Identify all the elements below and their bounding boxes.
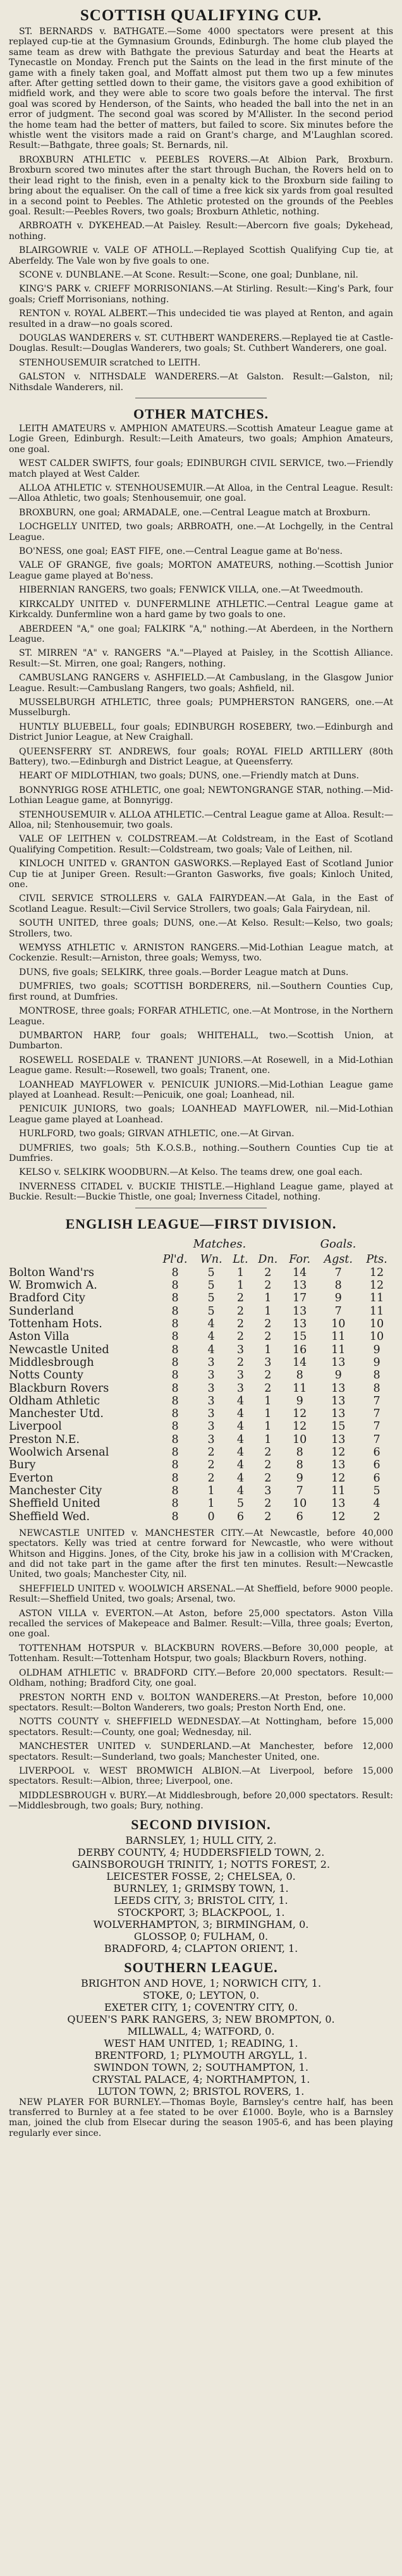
- col-header-club: [9, 1253, 156, 1267]
- result-line: BRADFORD, 4; CLAPTON ORIENT, 1.: [104, 1942, 298, 1954]
- stat-cell: 3: [236, 1369, 244, 1382]
- match-report: BO'NESS, one goal; EAST FIFE, one.—Central League game at Bo'ness.: [19, 546, 343, 557]
- table-row: [9, 1446, 393, 1459]
- stat-cell: 13: [331, 1408, 346, 1421]
- stat-cell: 7: [373, 1420, 381, 1433]
- stat-cell: 2: [207, 1459, 215, 1472]
- table-row: [9, 1305, 393, 1318]
- match-report: LEITH AMATEURS v. AMPHION AMATEURS.—Scottish Amateur League game at Logie Green, Edinburgh. Result:—Leith Amateurs, two goals; Amphion Amateurs, one goal.: [9, 424, 393, 455]
- stat-cell: 8: [171, 1318, 179, 1331]
- stat-cell: 8: [373, 1369, 381, 1382]
- stat-cell: 8: [171, 1471, 179, 1485]
- match-report: ROSEWELL ROSEDALE v. TRANENT JUNIORS.—At Rosewell, in a Mid-Lothian League game. Result:—Rosewell, two goals; Tranent, one.: [9, 1055, 393, 1076]
- stat-cell: 6: [373, 1459, 381, 1472]
- stat-cell: 9: [296, 1394, 303, 1408]
- table-row: [9, 1408, 393, 1420]
- result-line: WOLVERHAMPTON, 3; BIRMINGHAM, 0.: [93, 1918, 309, 1930]
- stat-cell: 14: [293, 1266, 307, 1279]
- club-name: Everton: [9, 1471, 54, 1485]
- club-name: Bradford City: [9, 1292, 85, 1305]
- match-report: DUNS, five goals; SELKIRK, three goals.—Border League match at Duns.: [19, 967, 349, 978]
- stat-cell: 11: [331, 1343, 346, 1356]
- stat-cell: 13: [293, 1304, 307, 1318]
- stat-cell: 2: [373, 1510, 381, 1523]
- club-name: W. Bromwich A.: [9, 1279, 97, 1292]
- match-report: LOANHEAD MAYFLOWER v. PENICUIK JUNIORS.—Mid-Lothian League game played at Loanhead. Result:—Penicuik, one goal; Loanhead, nil.: [9, 1079, 393, 1100]
- result-line: LEEDS CITY, 3; BRISTOL CITY, 1.: [114, 1894, 288, 1906]
- stat-cell: 7: [373, 1433, 381, 1446]
- stat-cell: 8: [171, 1279, 179, 1292]
- club-name: Manchester City: [9, 1484, 102, 1497]
- stat-cell: 15: [293, 1330, 307, 1344]
- col-header-drawn: Dn.: [258, 1253, 278, 1266]
- stat-cell: 13: [331, 1433, 346, 1446]
- table-row: [9, 1459, 393, 1471]
- match-report: SHEFFIELD UNITED v. WOOLWICH ARSENAL.—At Sheffield, before 9000 people. Result:—Sheffield United, two goals; Arsenal, two.: [9, 1583, 393, 1605]
- stat-cell: 3: [264, 1356, 272, 1369]
- match-report: HUNTLY BLUEBELL, four goals; EDINBURGH ROSEBERY, two.—Edinburgh and District Junior League, at New Craighall.: [9, 721, 393, 743]
- club-name: Newcastle United: [9, 1343, 109, 1356]
- stat-cell: 2: [236, 1292, 244, 1305]
- stat-cell: 2: [236, 1356, 244, 1369]
- match-report: INVERNESS CITADEL v. BUCKIE THISTLE.—Highland League game, played at Buckie. Result:—Buckie Thistle, one goal; Inverness Citadel, nothing.: [9, 1181, 393, 1203]
- match-report: QUEENSFERRY ST. ANDREWS, four goals; ROYAL FIELD ARTILLERY (80th Battery), two.—Edinburgh and District League, at Queensferry.: [9, 746, 393, 767]
- stat-cell: 3: [207, 1420, 215, 1433]
- stat-cell: 7: [334, 1304, 342, 1318]
- stat-cell: 5: [207, 1304, 215, 1318]
- stat-cell: 8: [171, 1304, 179, 1318]
- table-row: [9, 1344, 393, 1356]
- stat-cell: 16: [293, 1343, 307, 1356]
- stat-cell: 2: [264, 1471, 272, 1485]
- match-report: WEMYSS ATHLETIC v. ARNISTON RANGERS.—Mid-Lothian League match, at Cockenzie. Result:—Arniston, three goals; Wemyss, two.: [9, 943, 393, 964]
- stat-cell: 11: [293, 1382, 307, 1395]
- stat-cell: 8: [334, 1279, 342, 1292]
- stat-cell: 1: [207, 1497, 215, 1511]
- stat-cell: 8: [171, 1484, 179, 1497]
- stat-cell: 12: [293, 1408, 307, 1421]
- club-name: Tottenham Hots.: [9, 1318, 102, 1331]
- section-heading: SCOTTISH QUALIFYING CUP.: [80, 7, 322, 24]
- stat-cell: 8: [373, 1382, 381, 1395]
- result-line: CRYSTAL PALACE, 4; NORTHAMPTON, 1.: [92, 2073, 310, 2085]
- other-matches-section: [9, 405, 393, 1203]
- stat-cell: 9: [334, 1292, 342, 1305]
- table-row: [9, 1292, 393, 1304]
- stat-cell: 13: [331, 1382, 346, 1395]
- result-line: GAINSBOROUGH TRINITY, 1; NOTTS FOREST, 2.: [71, 1858, 331, 1870]
- stat-cell: 9: [373, 1343, 381, 1356]
- match-report: KING'S PARK v. CRIEFF MORRISONIANS.—At Stirling. Result:—King's Park, four goals; Crieff Morrisonians, nothing.: [9, 284, 393, 305]
- col-header-won: Wn.: [200, 1253, 222, 1266]
- match-report: MONTROSE, three goals; FORFAR ATHLETIC, one.—At Montrose, in the Northern League.: [9, 1006, 393, 1027]
- stat-cell: 7: [296, 1484, 303, 1497]
- stat-cell: 10: [293, 1497, 307, 1511]
- club-name: Manchester Utd.: [9, 1408, 104, 1421]
- match-report: WEST CALDER SWIFTS, four goals; EDINBURGH CIVIL SERVICE, two.—Friendly match played at West Calder.: [9, 458, 393, 479]
- result-line: BRENTFORD, 1; PLYMOUTH ARGYLL, 1.: [94, 2049, 308, 2061]
- result-line: EXETER CITY, 1; COVENTRY CITY, 0.: [104, 2001, 298, 2013]
- club-name: Liverpool: [9, 1420, 62, 1433]
- stat-cell: 6: [373, 1446, 381, 1459]
- match-report: SCONE v. DUNBLANE.—At Scone. Result:—Scone, one goal; Dunblane, nil.: [19, 269, 358, 280]
- match-report: NOTTS COUNTY v. SHEFFIELD WEDNESDAY.—At Nottingham, before 15,000 spectators. Result:—County, one goal; Wednesday, nil.: [9, 1717, 393, 1738]
- stat-cell: 2: [207, 1471, 215, 1485]
- stat-cell: 0: [207, 1510, 215, 1523]
- stat-cell: 2: [236, 1330, 244, 1344]
- stat-cell: 4: [236, 1433, 244, 1446]
- result-line: DERBY COUNTY, 4; HUDDERSFIELD TOWN, 2.: [77, 1846, 325, 1858]
- stat-cell: 11: [369, 1292, 384, 1305]
- stat-cell: 10: [369, 1330, 384, 1344]
- section-heading: ENGLISH LEAGUE—FIRST DIVISION.: [65, 1215, 337, 1232]
- news-item: NEW PLAYER FOR BURNLEY.—Thomas Boyle, Barnsley's centre half, has been transferred to Burnley at a fee stated to be over £1000. Boyle, who is a Barnsley man, joined the club from Elsecar during the season 1905-6, and has been playing regularly ever since.: [9, 2097, 393, 2138]
- match-report: BROXBURN ATHLETIC v. PEEBLES ROVERS.—At Albion Park, Broxburn. Broxburn scored two minutes after the start through Buchan, the Rovers held on to their lead right to the finish, even in a penalty kick to the Broxburn side failing to bring about the equaliser. On the call of time a free kick six yards from goal resulted in a second point to Peebles. The Athletic protested on the grounds of the Peebles goal. Result:—Peebles Rovers, two goals; Broxburn Athletic, nothing.: [9, 154, 393, 217]
- stat-cell: 1: [264, 1292, 272, 1305]
- stat-cell: 7: [334, 1266, 342, 1279]
- stat-cell: 7: [373, 1408, 381, 1421]
- stat-cell: 1: [264, 1343, 272, 1356]
- match-report: NEWCASTLE UNITED v. MANCHESTER CITY.—At Newcastle, before 40,000 spectators. Kelly was tried at centre forward for Newcastle, who were without Whitson and Higgins. Jones, of the City, broke his jaw in a collision with M'Cracken, and did not take part in the game after the first ten minutes. Result:—Newcastle United, two goals; Manchester City, nil.: [9, 1528, 393, 1580]
- table-row: [9, 1279, 393, 1292]
- club-name: Bury: [9, 1459, 36, 1472]
- match-report: KIRKCALDY UNITED v. DUNFERMLINE ATHLETIC.—Central League game at Kirkcaldy. Dunfermline won a hard game by two goals to one.: [9, 599, 393, 620]
- match-report: BONNYRIGG ROSE ATHLETIC, one goal; NEWTONGRANGE STAR, nothing.—Mid-Lothian League game, at Bonnyrigg.: [9, 785, 393, 806]
- stat-cell: 3: [207, 1369, 215, 1382]
- club-name: Blackburn Rovers: [9, 1382, 109, 1395]
- match-report: PRESTON NORTH END v. BOLTON WANDERERS.—At Preston, before 10,000 spectators. Result:—Bolton Wanderers, two goals; Preston North End, one.: [9, 1692, 393, 1713]
- club-name: Middlesbrough: [9, 1356, 94, 1369]
- col-header-played: Pl'd.: [162, 1253, 188, 1266]
- match-report: DUMFRIES, two goals; SCOTTISH BORDERERS, nil.—Southern Counties Cup, first round, at Dumfries.: [9, 981, 393, 1002]
- match-report: PENICUIK JUNIORS, two goals; LOANHEAD MAYFLOWER, nil.—Mid-Lothian League game played at Loanhead.: [9, 1104, 393, 1125]
- stat-cell: 1: [264, 1420, 272, 1433]
- match-report: BROXBURN, one goal; ARMADALE, one.—Central League match at Broxburn.: [19, 507, 371, 518]
- table-row: [9, 1382, 393, 1395]
- table-row: [9, 1369, 393, 1382]
- col-header-for: For.: [289, 1253, 311, 1266]
- table-row: [9, 1395, 393, 1408]
- stat-cell: 5: [207, 1292, 215, 1305]
- stat-cell: 13: [331, 1356, 346, 1369]
- result-line: LEICESTER FOSSE, 2; CHELSEA, 0.: [106, 1870, 296, 1882]
- match-report: DOUGLAS WANDERERS v. ST. CUTHBERT WANDERERS.—Replayed tie at Castle-Douglas. Result:—Douglas Wanderers, two goals; St. Cuthbert Wanderers, one goal.: [9, 333, 393, 354]
- match-report: TOTTENHAM HOTSPUR v. BLACKBURN ROVERS.—Before 30,000 people, at Tottenham. Result:—Tottenham Hotspur, two goals; Blackburn Rovers, nothing.: [9, 1643, 393, 1664]
- match-report: STENHOUSEMUIR scratched to LEITH.: [19, 357, 201, 368]
- stat-cell: 8: [171, 1382, 179, 1395]
- results-list: [9, 1834, 393, 1954]
- stat-cell: 4: [236, 1484, 244, 1497]
- stat-cell: 4: [207, 1343, 215, 1356]
- result-line: STOCKPORT, 3; BLACKPOOL, 1.: [117, 1906, 285, 1918]
- stat-cell: 6: [373, 1471, 381, 1485]
- stat-cell: 1: [207, 1484, 215, 1497]
- matches-group-header: Matches.: [193, 1237, 247, 1251]
- stat-cell: 5: [236, 1497, 244, 1511]
- stat-cell: 3: [207, 1408, 215, 1421]
- match-report: SOUTH UNITED, three goals; DUNS, one.—At Kelso. Result:—Kelso, two goals; Strollers, two.: [9, 918, 393, 939]
- stat-cell: 4: [236, 1446, 244, 1459]
- club-name: Woolwich Arsenal: [9, 1446, 109, 1459]
- table-row: [9, 1330, 393, 1343]
- stat-cell: 8: [296, 1369, 303, 1382]
- match-report: HURLFORD, two goals; GIRVAN ATHLETIC, one.—At Girvan.: [19, 1129, 295, 1139]
- section-heading: SOUTHERN LEAGUE.: [124, 1959, 278, 1975]
- stat-cell: 1: [236, 1266, 244, 1279]
- match-report: ARBROATH v. DYKEHEAD.—At Paisley. Result:—Abercorn five goals; Dykehead, nothing.: [9, 221, 393, 242]
- stat-cell: 3: [207, 1394, 215, 1408]
- match-report: BLAIRGOWRIE v. VALE OF ATHOLL.—Replayed Scottish Qualifying Cup tie, at Aberfeldy. The Vale won by five goals to one.: [9, 245, 393, 266]
- match-report: CAMBUSLANG RANGERS v. ASHFIELD.—At Cambuslang, in the Glasgow Junior League. Result:—Cambuslang Rangers, two goals; Ashfield, nil.: [9, 673, 393, 694]
- table-row: [9, 1433, 393, 1446]
- stat-cell: 8: [171, 1266, 179, 1279]
- stat-cell: 4: [236, 1394, 244, 1408]
- club-name: Sheffield Wed.: [9, 1510, 90, 1523]
- stat-cell: 10: [369, 1318, 384, 1331]
- stat-cell: 9: [296, 1471, 303, 1485]
- stat-cell: 12: [331, 1446, 346, 1459]
- result-line: STOKE, 0; LEYTON, 0.: [142, 1989, 260, 2001]
- match-report: HEART OF MIDLOTHIAN, two goals; DUNS, one.—Friendly match at Duns.: [19, 771, 359, 782]
- match-report: ST. MIRREN "A" v. RANGERS "A."—Played at Paisley, in the Scottish Alliance. Result:—St. Mirren, one goal; Rangers, nothing.: [9, 648, 393, 669]
- stat-cell: 12: [331, 1510, 346, 1523]
- stat-cell: 2: [236, 1304, 244, 1318]
- match-report: HIBERNIAN RANGERS, two goals; FENWICK VILLA, one.—At Tweedmouth.: [19, 585, 363, 596]
- match-report: DUMFRIES, two goals; 5th K.O.S.B., nothing.—Southern Counties Cup tie at Dumfries.: [9, 1143, 393, 1163]
- stat-cell: 10: [293, 1433, 307, 1446]
- english-league-section: [9, 1215, 393, 1812]
- blank-cell: [9, 1236, 156, 1253]
- col-header-lost: Lt.: [233, 1253, 248, 1266]
- stat-cell: 1: [264, 1433, 272, 1446]
- stat-cell: 3: [207, 1356, 215, 1369]
- stat-cell: 12: [369, 1279, 384, 1292]
- stat-cell: 13: [293, 1318, 307, 1331]
- stat-cell: 11: [331, 1330, 346, 1344]
- results-list: [9, 1977, 393, 2097]
- stat-cell: 2: [264, 1369, 272, 1382]
- stat-cell: 13: [331, 1497, 346, 1511]
- table-row: [9, 1267, 393, 1279]
- stat-cell: 8: [171, 1446, 179, 1459]
- stat-cell: 8: [171, 1408, 179, 1421]
- table-row: [9, 1511, 393, 1523]
- section-heading: SECOND DIVISION.: [131, 1816, 271, 1832]
- stat-cell: 8: [171, 1459, 179, 1472]
- stat-cell: 7: [373, 1394, 381, 1408]
- match-report: CIVIL SERVICE STROLLERS v. GALA FAIRYDEAN.—At Gala, in the East of Scotland League. Result:—Civil Service Strollers, two goals; Gala Fairydean, nil.: [9, 893, 393, 914]
- second-division-section: [9, 1815, 393, 1954]
- stat-cell: 5: [373, 1484, 381, 1497]
- stat-cell: 9: [373, 1356, 381, 1369]
- stat-cell: 8: [171, 1433, 179, 1446]
- stat-cell: 8: [171, 1330, 179, 1344]
- stat-cell: 2: [264, 1446, 272, 1459]
- stat-cell: 10: [331, 1318, 346, 1331]
- stat-cell: 11: [369, 1304, 384, 1318]
- stat-cell: 8: [296, 1459, 303, 1472]
- stat-cell: 1: [264, 1304, 272, 1318]
- stat-cell: 3: [236, 1382, 244, 1395]
- match-report: GALSTON v. NITHSDALE WANDERERS.—At Galston. Result:—Galston, nil; Nithsdale Wanderers, nil.: [9, 372, 393, 393]
- match-report: KINLOCH UNITED v. GRANTON GASWORKS.—Replayed East of Scotland Junior Cup tie at Juniper Green. Result:—Granton Gasworks, five goals; Kinloch United, one.: [9, 859, 393, 890]
- stat-cell: 2: [264, 1318, 272, 1331]
- stat-cell: 2: [264, 1330, 272, 1344]
- result-line: MILLWALL, 4; WATFORD, 0.: [127, 2025, 275, 2037]
- stat-cell: 12: [369, 1266, 384, 1279]
- club-name: Bolton Wand'rs: [9, 1266, 94, 1279]
- stat-cell: 2: [264, 1459, 272, 1472]
- stat-cell: 2: [264, 1266, 272, 1279]
- table-row: [9, 1420, 393, 1433]
- stat-cell: 3: [236, 1343, 244, 1356]
- result-line: QUEEN'S PARK RANGERS, 3; NEW BROMPTON, 0.: [67, 2013, 335, 2025]
- result-line: SWINDON TOWN, 2; SOUTHAMPTON, 1.: [94, 2061, 308, 2073]
- match-report: VALE OF LEITHEN v. COLDSTREAM.—At Coldstream, in the East of Scotland Qualifying Competition. Result:—Coldstream, two goals; Vale of Leithen, nil.: [9, 834, 393, 855]
- stat-cell: 12: [331, 1471, 346, 1485]
- stat-cell: 1: [264, 1408, 272, 1421]
- stat-cell: 5: [207, 1266, 215, 1279]
- stat-cell: 3: [207, 1433, 215, 1446]
- stat-cell: 4: [236, 1408, 244, 1421]
- stat-cell: 13: [331, 1394, 346, 1408]
- match-report: MANCHESTER UNITED v. SUNDERLAND.—At Manchester, before 12,000 spectators. Result:—Sunderland, two goals; Manchester United, one.: [9, 1741, 393, 1762]
- result-line: BARNSLEY, 1; HULL CITY, 2.: [125, 1834, 277, 1846]
- stat-cell: 2: [264, 1510, 272, 1523]
- result-line: WEST HAM UNITED, 1; READING, 1.: [104, 2037, 298, 2049]
- stat-cell: 6: [296, 1510, 303, 1523]
- stat-cell: 8: [171, 1497, 179, 1511]
- stat-cell: 8: [296, 1446, 303, 1459]
- section-heading: OTHER MATCHES.: [133, 406, 269, 422]
- match-report: ASTON VILLA v. EVERTON.—At Aston, before 25,000 spectators. Aston Villa recalled the services of Makepeace and Balmer. Result:—Villa, three goals; Everton, one goal.: [9, 1608, 393, 1640]
- stat-cell: 8: [171, 1420, 179, 1433]
- stat-cell: 8: [171, 1510, 179, 1523]
- stat-cell: 17: [293, 1292, 307, 1305]
- stat-cell: 4: [373, 1497, 381, 1511]
- result-line: BRIGHTON AND HOVE, 1; NORWICH CITY, 1.: [80, 1977, 322, 1989]
- stat-cell: 2: [207, 1446, 215, 1459]
- stat-cell: 14: [293, 1356, 307, 1369]
- match-report: ABERDEEN "A," one goal; FALKIRK "A," nothing.—At Aberdeen, in the Northern League.: [9, 623, 393, 644]
- stat-cell: 8: [171, 1292, 179, 1305]
- scottish-cup-section: [9, 5, 393, 393]
- stat-cell: 3: [264, 1484, 272, 1497]
- stat-cell: 4: [236, 1471, 244, 1485]
- club-name: Sunderland: [9, 1304, 74, 1318]
- stat-cell: 1: [236, 1279, 244, 1292]
- match-report: VALE OF GRANGE, five goals; MORTON AMATEURS, nothing.—Scottish Junior League game played at Bo'ness.: [9, 560, 393, 581]
- stat-cell: 8: [171, 1394, 179, 1408]
- stat-cell: 2: [236, 1318, 244, 1331]
- stat-cell: 4: [236, 1420, 244, 1433]
- club-name: Preston N.E.: [9, 1433, 80, 1446]
- stat-cell: 4: [207, 1318, 215, 1331]
- stat-cell: 2: [264, 1382, 272, 1395]
- stat-cell: 9: [334, 1369, 342, 1382]
- match-report: ALLOA ATHLETIC v. STENHOUSEMUIR.—At Alloa, in the Central League. Result:—Alloa Athletic, two goals; Stenhousemuir, one goal.: [9, 483, 393, 504]
- match-report: MIDDLESBROUGH v. BURY.—At Middlesbrough, before 20,000 spectators. Result:—Middlesbrough, two goals; Bury, nothing.: [9, 1790, 393, 1812]
- stat-cell: 3: [207, 1382, 215, 1395]
- stat-cell: 8: [171, 1343, 179, 1356]
- result-line: GLOSSOP, 0; FULHAM, 0.: [133, 1930, 269, 1942]
- result-line: LUTON TOWN, 2; BRISTOL ROVERS, 1.: [97, 2085, 305, 2097]
- league-table: [9, 1236, 393, 1523]
- stat-cell: 11: [331, 1484, 346, 1497]
- table-row: [9, 1318, 393, 1330]
- col-header-against: Agst.: [324, 1253, 353, 1266]
- stat-cell: 5: [207, 1279, 215, 1292]
- stat-cell: 13: [331, 1459, 346, 1472]
- stat-cell: 15: [331, 1420, 346, 1433]
- club-name: Oldham Athletic: [9, 1394, 100, 1408]
- club-name: Aston Villa: [9, 1330, 70, 1344]
- stat-cell: 4: [236, 1459, 244, 1472]
- match-report: STENHOUSEMUIR v. ALLOA ATHLETIC.—Central League game at Alloa. Result:—Alloa, nil; Stenhousemuir, two goals.: [9, 809, 393, 830]
- match-report: ST. BERNARDS v. BATHGATE.—Some 4000 spectators were present at this replayed cup-tie at the Gymnasium Grounds, Edinburgh. The home club played the same team as drew with Bathgate the previous Saturday and beat the Hearts at Tynecastle on Monday. French put the Saints on the lead in the first minute of the game with a finely taken goal, and Moffatt almost put them two up a few minutes after. After getting settled down to their game, the visitors gave a good exhibition of midfield work, and they were able to score two goals before the interval. The first goal was scored by Henderson, of the Saints, who headed the ball into the net in an error of judgment. The second goal was scored by M'Allister. In the second period the home team had the better of matters, but failed to score. Six minutes before the whistle went the visitors made a raid on Grant's charge, and M'Laughlan scored. Result:—Bathgate, three goals; St. Bernards, nil.: [9, 27, 393, 151]
- stat-cell: 2: [264, 1497, 272, 1511]
- match-report: KELSO v. SELKIRK WOODBURN.—At Kelso. The teams drew, one goal each.: [19, 1167, 363, 1178]
- club-name: Notts County: [9, 1369, 83, 1382]
- goals-group-header: Goals.: [320, 1237, 356, 1251]
- match-report: LOCHGELLY UNITED, two goals; ARBROATH, one.—At Lochgelly, in the Central League.: [9, 522, 393, 543]
- table-row: [9, 1497, 393, 1510]
- stat-cell: 6: [236, 1510, 244, 1523]
- stat-cell: 1: [264, 1394, 272, 1408]
- league-table-body: [9, 1267, 393, 1523]
- table-row: [9, 1485, 393, 1497]
- match-report: OLDHAM ATHLETIC v. BRADFORD CITY.—Before 20,000 spectators. Result:—Oldham, nothing; Bradford City, one goal.: [9, 1667, 393, 1689]
- stat-cell: 8: [171, 1369, 179, 1382]
- match-report: MUSSELBURGH ATHLETIC, three goals; PUMPHERSTON RANGERS, one.—At Musselburgh.: [9, 697, 393, 718]
- match-report: LIVERPOOL v. WEST BROMWICH ALBION.—At Liverpool, before 15,000 spectators. Result:—Albion, three; Liverpool, one.: [9, 1765, 393, 1787]
- table-row: [9, 1472, 393, 1485]
- table-row: [9, 1356, 393, 1369]
- match-report: DUMBARTON HARP, four goals; WHITEHALL, two.—Scottish Union, at Dumbarton.: [9, 1030, 393, 1052]
- club-name: Sheffield United: [9, 1497, 100, 1511]
- stat-cell: 13: [293, 1279, 307, 1292]
- stat-cell: 12: [293, 1420, 307, 1433]
- southern-league-section: [9, 1958, 393, 2139]
- col-header-points: Pts.: [366, 1253, 387, 1266]
- stat-cell: 4: [207, 1330, 215, 1344]
- stat-cell: 2: [264, 1279, 272, 1292]
- match-report: RENTON v. ROYAL ALBERT.—This undecided tie was played at Renton, and again resulted in a draw—no goals scored.: [9, 309, 393, 329]
- result-line: BURNLEY, 1; GRIMSBY TOWN, 1.: [113, 1882, 289, 1894]
- stat-cell: 8: [171, 1356, 179, 1369]
